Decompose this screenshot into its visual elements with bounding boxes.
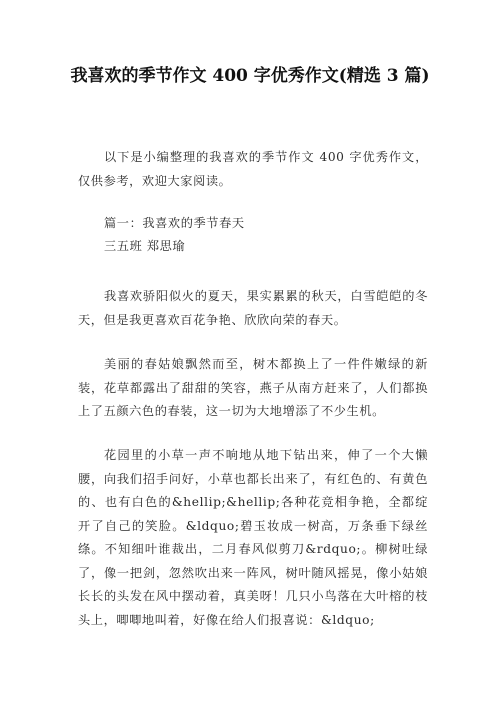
- document-title: 我喜欢的季节作文 400 字优秀作文(精选 3 篇): [70, 66, 430, 86]
- author-line: 三五班 郑思瑜: [104, 239, 186, 253]
- body-paragraph: 花园里的小草一声不响地从地下钻出来，伸了一个大懒腰，向我们招手问好，小草也都长出来了，有红色的、有黄色的、也有白色的&hellip;&hellip;各种花竞相争艳，全都绽开了自己的笑脸。&ldquo;碧玉妆成一树高，万条垂下绿丝绦。不知细叶谁裁出，二月春风似剪刀&rdquo;。柳树吐绿了，像一把剑，忽然吹出来一阵风，树叶随风摇晃，像小姑娘长长的头发在风中摆动着，真美呀！几只小鸟落在大叶榕的枝头上，唧唧地叫着，好像在给人们报喜说：&ldquo;: [78, 448, 428, 627]
- body-paragraph: 我喜欢骄阳似火的夏天，果实累累的秋天，白雪皑皑的冬天，但是我更喜欢百花争艳、欣欣向荣的春天。: [78, 289, 428, 327]
- section-heading: 篇一：我喜欢的季节春天: [104, 216, 245, 230]
- body-paragraph: 美丽的春姑娘飘然而至，树木都换上了一件件嫩绿的新装，花草都露出了甜甜的笑容，燕子从南方赶来了，人们都换上了五颜六色的春装，这一切为大地增添了不少生机。: [78, 357, 428, 418]
- intro-paragraph: 以下是小编整理的我喜欢的季节作文 400 字优秀作文，仅供参考，欢迎大家阅读。: [78, 150, 428, 188]
